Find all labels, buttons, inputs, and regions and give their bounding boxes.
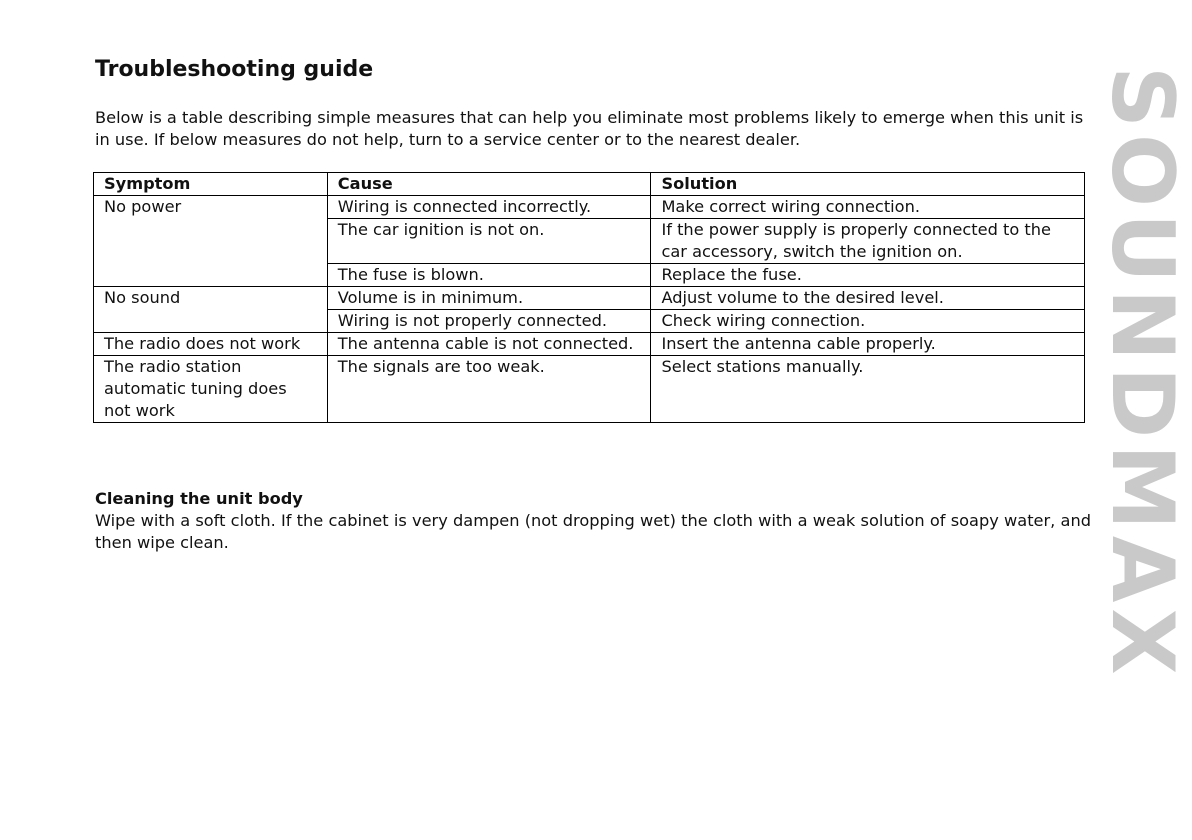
table-row <box>94 196 1085 219</box>
cause-cell: Volume is in minimum. <box>327 287 651 310</box>
symptom-cell: No power <box>94 196 328 287</box>
cause-cell: The car ignition is not on. <box>327 219 651 264</box>
symptom-cell: The radio station automatic tuning does not work <box>94 356 328 423</box>
solution-cell: Check wiring connection. <box>651 310 1085 333</box>
brand-logo <box>1092 66 1192 754</box>
header-solution: Solution <box>651 173 1085 196</box>
solution-cell: If the power supply is properly connected to the car accessory, switch the ignition on. <box>651 219 1085 264</box>
solution-cell: Replace the fuse. <box>651 264 1085 287</box>
cause-cell: Wiring is connected incorrectly. <box>327 196 651 219</box>
table-row <box>94 333 1085 356</box>
page-title: Troubleshooting guide <box>95 57 374 82</box>
brand-logo-text: SOUNDMAX <box>1092 66 1192 681</box>
solution-cell: Insert the antenna cable properly. <box>651 333 1085 356</box>
header-symptom: Symptom <box>94 173 328 196</box>
solution-cell: Make correct wiring connection. <box>651 196 1085 219</box>
symptom-cell: The radio does not work <box>94 333 328 356</box>
solution-cell: Select stations manually. <box>651 356 1085 423</box>
cleaning-body: Wipe with a soft cloth. If the cabinet is very dampen (not dropping wet) the cloth with a weak solution of soapy water, and then wipe clean. <box>95 511 1091 552</box>
cleaning-heading: Cleaning the unit body <box>95 489 303 508</box>
cause-cell: The signals are too weak. <box>327 356 651 423</box>
cause-cell: Wiring is not properly connected. <box>327 310 651 333</box>
table-row <box>94 287 1085 310</box>
cause-cell: The fuse is blown. <box>327 264 651 287</box>
solution-cell: Adjust volume to the desired level. <box>651 287 1085 310</box>
symptom-cell: No sound <box>94 287 328 333</box>
header-cause: Cause <box>327 173 651 196</box>
cause-cell: The antenna cable is not connected. <box>327 333 651 356</box>
table-header-row <box>94 173 1085 196</box>
table-row <box>94 356 1085 423</box>
intro-paragraph: Below is a table describing simple measures that can help you eliminate most problems likely to emerge when this unit is in use. If below measures do not help, turn to a service center or to the nearest dealer. <box>95 108 1084 149</box>
troubleshooting-table <box>93 172 1085 423</box>
